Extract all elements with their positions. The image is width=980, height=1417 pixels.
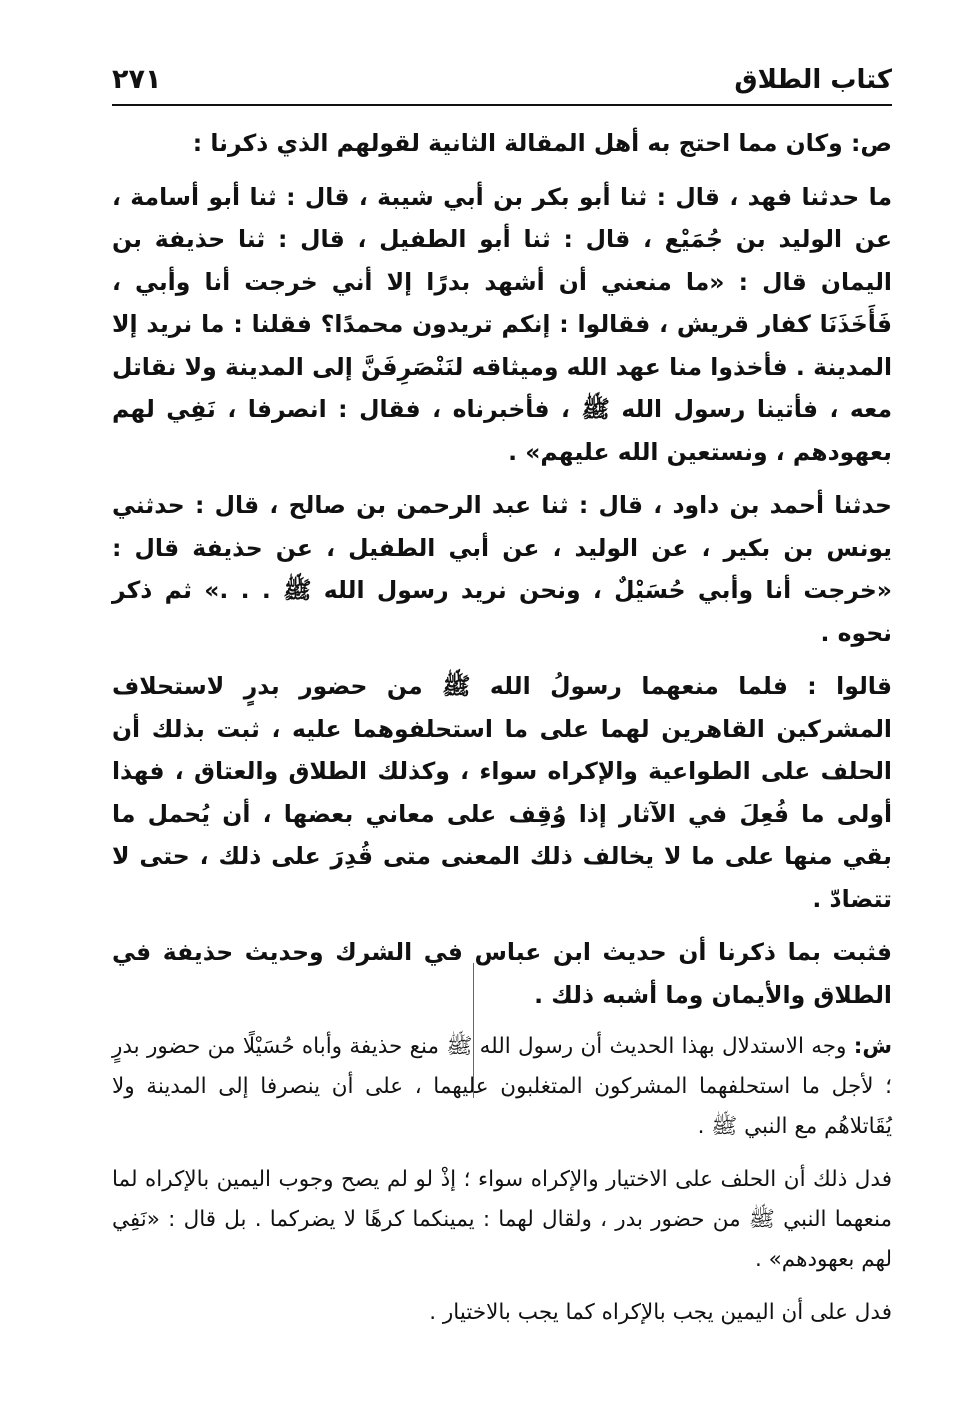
matn-paragraph-4: قالوا : فلما منعهما رسولُ الله ﷺ من حضور بدرٍ لاستحلاف المشركين القاهرين لهما على ما استحلفوهما عليه ، ثبت بذلك أن الحلف على الطواعية والإكراه سواء ، وكذلك الطلاق والعتاق ، فهذا أولى ما فُعِلَ في الآثار إذا وُقِف على معاني بعضها ، أن يُحمل ما بقي منها على ما لا يخالف ذلك المعنى متى قُدِرَ على ذلك ، حتى لا تتضادّ . [112,672,892,913]
sharh-paragraph-3: فدل على أن اليمين يجب بالإكراه كما يجب بالاختيار . [429,1300,892,1325]
matn-paragraph-3: حدثنا أحمد بن داود ، قال : ثنا عبد الرحمن بن صالح ، قال : حدثني يونس بن بكير ، عن الوليد ، عن أبي الطفيل ، عن حذيفة قال : «خرجت أنا وأبي حُسَيْلٌ ، ونحن نريد رسول الله ﷺ . . .» ثم ذكر نحوه . [112,491,892,647]
running-title: كتاب الطلاق [734,65,892,95]
matn-paragraph-1-text: وكان مما احتج به أهل المقالة الثانية لقولهم الذي ذكرنا : [192,129,843,157]
matn-paragraph-1 [112,122,892,165]
shin-marker: ش: [853,1034,892,1059]
scan-artifact-line [473,963,474,1098]
matn-paragraph-5: فثبت بما ذكرنا أن حديث ابن عباس في الشرك وحديث حذيفة في الطلاق والأيمان وما أشبه ذلك . [112,938,892,1009]
sharh-paragraph-1 [112,1027,892,1147]
page-header [112,58,892,98]
sad-marker: ص: [850,129,892,157]
page-body [112,122,892,1346]
header-divider [112,104,892,106]
sharh-section [112,1027,892,1333]
sharh-paragraph-2: فدل ذلك أن الحلف على الاختيار والإكراه سواء ؛ إذْ لو لم يصح وجوب اليمين بالإكراه لما منعهما النبي ﷺ من حضور بدر ، ولقال لهما : يمينكما كرهًا لا يضركما . بل قال : «نَفِي لهم بعهودهم» . [112,1167,892,1272]
matn-paragraph-2: ما حدثنا فهد ، قال : ثنا أبو بكر بن أبي شيبة ، قال : ثنا أبو أسامة ، عن الوليد بن جُمَيْع ، قال : ثنا أبو الطفيل ، قال : ثنا حذيفة بن اليمان قال : «ما منعني أن أشهد بدرًا إلا أني خرجت أنا وأبي ، فَأَخَذَنَا كفار قريش ، فقالوا : إنكم تريدون محمدًا؟ فقلنا : ما نريد إلا المدينة . فأخذوا منا عهد الله وميثاقه لنَنْصَرِفَنَّ إلى المدينة ولا نقاتل معه ، فأتينا رسول الله ﷺ ، فأخبرناه ، فقال : انصرفا ، نَفِي لهم بعهودهم ، ونستعين الله عليهم» . [112,182,892,466]
sharh-paragraph-1-text: وجه الاستدلال بهذا الحديث أن رسول الله ﷺ منع حذيفة وأباه حُسَيْلًا من حضور بدرٍ ؛ لأجل ما استحلفهما المشركون المتغلبون عليهما ، على أن ينصرفا إلى المدينة ولا يُقَاتلاهُم مع النبي ﷺ . [112,1034,892,1139]
page-number: ٢٧١ [112,64,162,95]
